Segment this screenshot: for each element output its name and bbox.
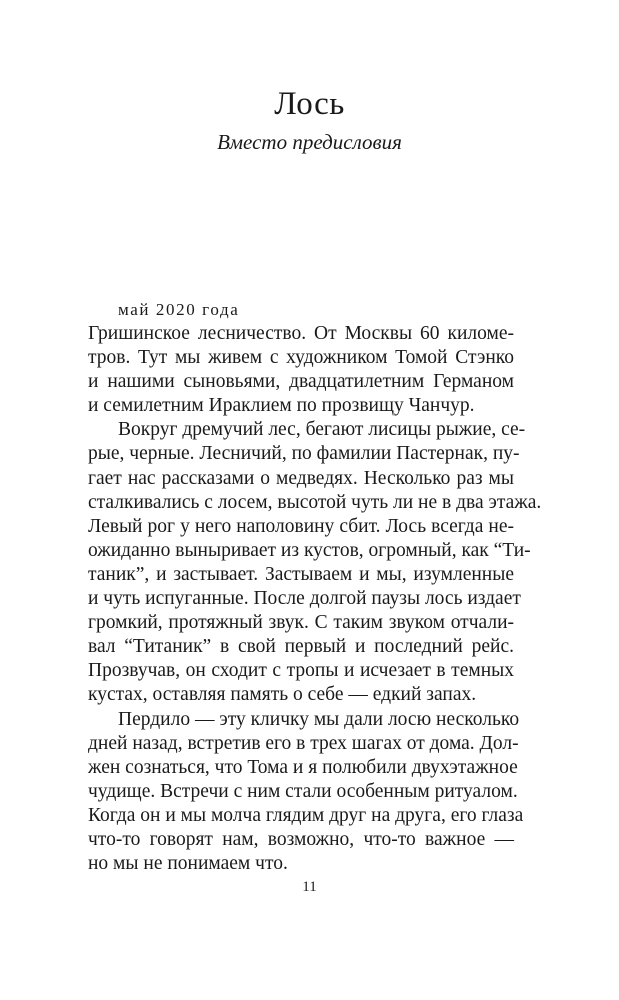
text-line: гает нас рассказами о медведях. Несколько раз мы [88,467,514,489]
chapter-title: Лось [274,86,345,122]
date-heading: май 2020 года [118,300,240,319]
text-line: ожиданно выныривает из кустов, огромный, как “Ти- [88,539,531,561]
text-line: и чуть испуганные. После долгой паузы лось издает [88,588,521,610]
body-text [88,322,542,876]
text-line: Прозвучав, он сходит с тропы и исчезает в темных [88,660,514,682]
text-line: Вокруг дремучий лес, бегают лисицы рыжие, се- [118,419,526,441]
text-line: жен сознаться, что Тома и я полюбили двухэтажное [88,756,518,778]
text-line: громкий, протяжный звук. С таким звуком отчали- [88,612,514,634]
text-line: Гришинское лесничество. От Москвы 60 киломе- [88,323,514,344]
text-line: что-то говорят нам, возможно, что-то важное — [88,828,514,850]
text-line: Пердило — эту кличку мы дали лосю несколько [118,708,520,730]
text-line: чудище. Встречи с ним стали особенным ритуалом. [88,780,518,802]
text-line: дней назад, встретив его в трех шагах от дома. Дол- [88,732,519,754]
text-line: Когда он и мы молча глядим друг на друга, его глаза [88,804,524,826]
text-line: таник”, и застывает. Застываем и мы, изумленные [88,563,514,585]
text-line: тров. Тут мы живем с художником Томой Стэнко [88,347,514,369]
text-line: рые, черные. Лесничий, по фамилии Пастернак, пу- [88,443,520,465]
chapter-subtitle: Вместо предисловия [217,130,402,154]
text-line: и семилетним Ираклием по прозвищу Чанчур. [88,395,475,417]
text-line: Левый рог у него наполовину сбит. Лось всегда не- [88,515,514,537]
page-number: 11 [302,879,317,895]
text-line: сталкивались с лосем, высотой чуть ли не в два этажа. [88,491,542,513]
text-line: и нашими сыновьями, двадцатилетним Германом [88,371,514,393]
text-line: вал “Титаник” в свой первый и последний рейс. [88,636,514,658]
text-line: но мы не понимаем что. [88,853,288,875]
text-line: кустах, оставляя память о себе — едкий запах. [88,684,477,706]
